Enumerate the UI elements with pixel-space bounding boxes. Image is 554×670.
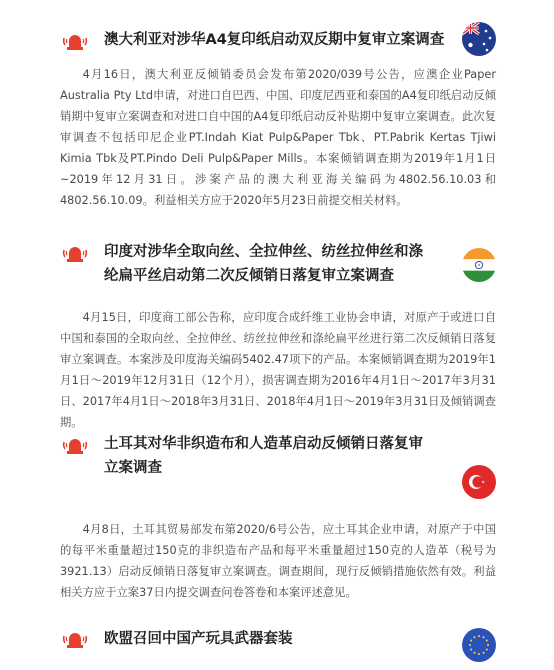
article-body: 4月8日，土耳其贸易部发布第2020/6号公告，应土耳其企业申请，对原产于中国的每平米重量超过150克的非织造布产品和每平米重量超过150克的人造革（税号为3921.13）启动反倾销日落复审立案调查。调查期间，现行反倾销措施依然有效。利益相关方应于立案37日内提交调查问卷答卷和本案评述意见。 [60,523,496,599]
alarm-icon [62,434,88,454]
article-title: 欧盟召回中国产玩具武器套装 [104,631,293,647]
article-india [0,225,554,429]
article-title: 印度对涉华全取向丝、全拉伸丝、纺丝拉伸丝和涤纶扁平丝启动第二次反倾销日落复审立案调查 [104,244,423,284]
article-title: 土耳其对华非织造布和人造革启动反倾销日落复审立案调查 [104,436,423,476]
article-title: 澳大利亚对涉华A4复印纸启动双反期中复审立案调查 [104,32,445,48]
article-body: 4月15日，印度商工部公告称，应印度合成纤维工业协会申请，对原产于或进口自中国和泰国的全取向丝、全拉伸丝、纺丝拉伸丝和涤纶扁平丝进行第二次反倾销日落复审立案调查。本案涉及印度海关编码5402.47项下的产品。本案倾销调查期为2019年1月1日～2019年12月31日（12个月），损害调查期为2016年4月1日～2017年3月31日、2017年4月1日～2018年3月31日、2018年4月1日～2019年3月31日及倾销调查期。 [60,311,496,429]
article-australia [0,0,554,225]
eu-flag-icon [462,628,496,662]
alarm-icon [62,242,88,262]
australia-flag-icon [462,22,496,56]
alarm-icon [62,30,88,50]
article-eu [0,610,554,670]
alarm-icon [62,628,88,648]
india-flag-icon [462,248,496,282]
turkey-flag-icon [462,465,496,499]
article-body: 4月16日，澳大利亚反倾销委员会发布第2020/039号公告，应澳企业Paper Australia Pty Ltd申请，对进口自巴西、中国、印度尼西亚和泰国的A4复印纸启动反倾销期中复审立案调查和对进口自中国的A4复印纸启动反补贴期中复审立案调查。此次复审调查不包括印尼企业PT.Indah Kiat Pulp&Paper Tbk、PT.Pabrik Kertas Tjiwi Kimia Tbk及PT.Pindo Deli Pulp&Paper Mills。本案倾销调查期为2019年1月1日~2019年12月31日。涉案产品的澳大利亚海关编码为4802.56.10.03和4802.56.10.09。利益相关方应于2020年5月23日前提交相关材料。 [60,68,496,207]
article-turkey [0,425,554,610]
